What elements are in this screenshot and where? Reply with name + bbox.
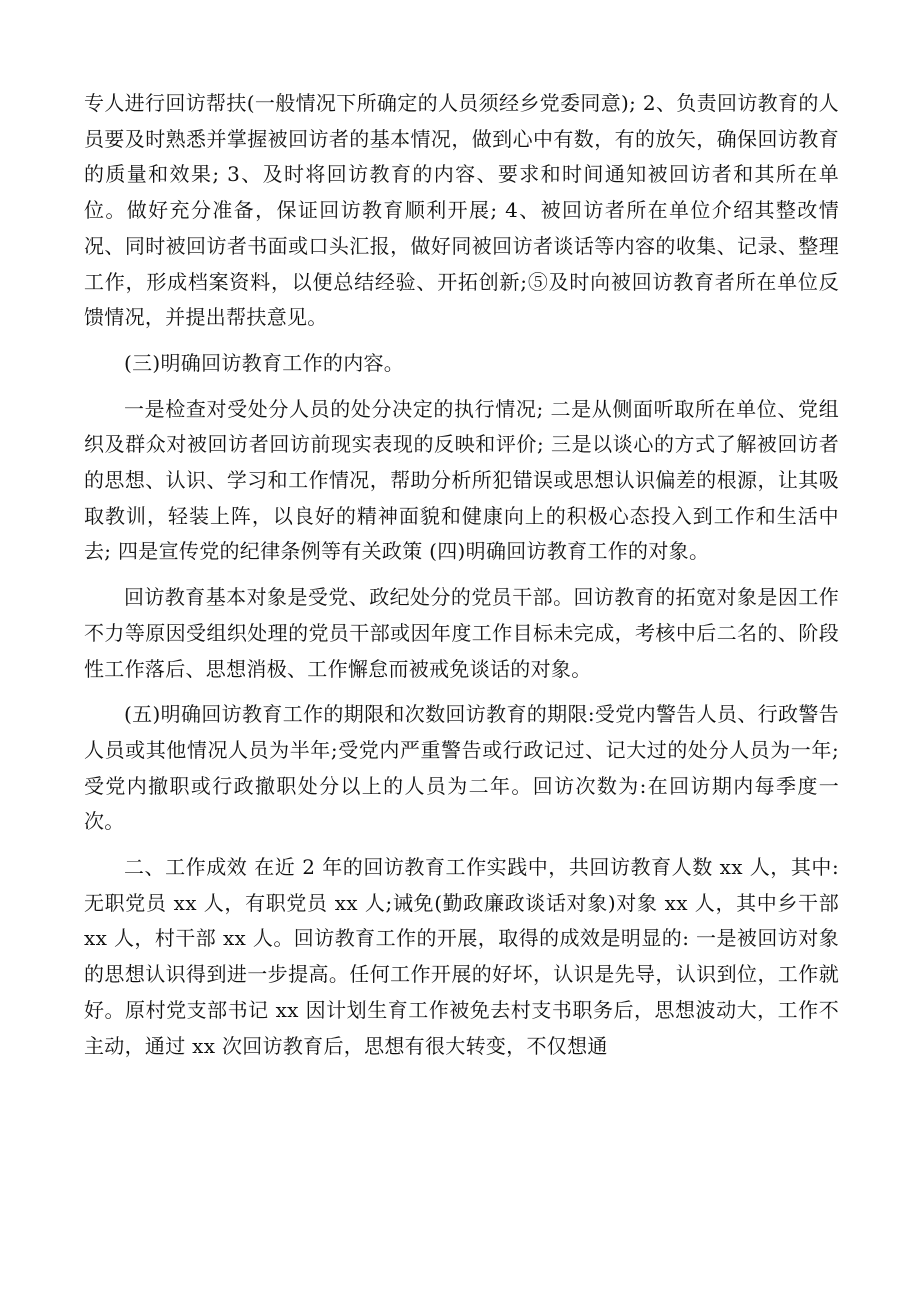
paragraph-objects: 回访教育基本对象是受党、政纪处分的党员干部。回访教育的拓宽对象是因工作不力等原因受组织处理的党员干部或因年度工作目标未完成，考核中后二名的、阶段性工作落后、思想消极、工作懈怠而被戒免谈话的对象。 (84, 585, 839, 681)
paragraph-responsibilities: 专人进行回访帮扶(一般情况下所确定的人员须经乡党委同意); 2、负责回访教育的人员要及时熟悉并掌握被回访者的基本情况，做到心中有数，有的放矢，确保回访教育的质量和效果; 3、及时将回访教育的内容、要求和时间通知被回访者和其所在单位。做好充分准备，保证回访教育顺利开展; 4、被回访者所在单位介绍其整改情况、同时被回访者书面或口头汇报，做好同被回访者谈话等内容的收集、记录、整理工作，形成档案资料，以便总结经验、开拓创新;⑤及时向被回访教育者所在单位反馈情况，并提出帮扶意见。 (84, 91, 839, 330)
paragraph-period: (五)明确回访教育工作的期限和次数回访教育的期限:受党内警告人员、行政警告人员或其他情况人员为半年;受党内严重警告或行政记过、记大过的处分人员为一年;受党内撤职或行政撤职处分以上的人员为二年。回访次数为:在回访期内每季度一次。 (84, 702, 839, 834)
heading-section-3: (三)明确回访教育工作的内容。 (124, 350, 405, 375)
document-page (84, 86, 839, 1064)
paragraph-content: 一是检查对受处分人员的处分决定的执行情况; 二是从侧面听取所在单位、党组织及群众对被回访者回访前现实表现的反映和评价; 三是以谈心的方式了解被回访者的思想、认识、学习和工作情况，帮助分析所犯错误或思想认识偏差的根源，让其吸取教训，轻装上阵，以良好的精神面貌和健康向上的积极心态投入到工作和生活中去; 四是宣传党的纪律条例等有关政策 (四)明确回访教育工作的对象。 (84, 396, 839, 564)
paragraph-results: 二、工作成效 在近 2 年的回访教育工作实践中，共回访教育人数 xx 人，其中:无职党员 xx 人，有职党员 xx 人;诫免(勤政廉政谈话对象)对象 xx 人，其中乡干部 xx 人，村干部 xx 人。回访教育工作的开展，取得的成效是明显的: 一是被回访对象的思想认识得到进一步提高。任何工作开展的好坏，认识是先导，认识到位，工作就好。原村党支部书记 xx 因计划生育工作被免去村支书职务后，思想波动大，工作不主动，通过 xx 次回访教育后，思想有很大转变，不仅想通 (84, 855, 839, 1058)
